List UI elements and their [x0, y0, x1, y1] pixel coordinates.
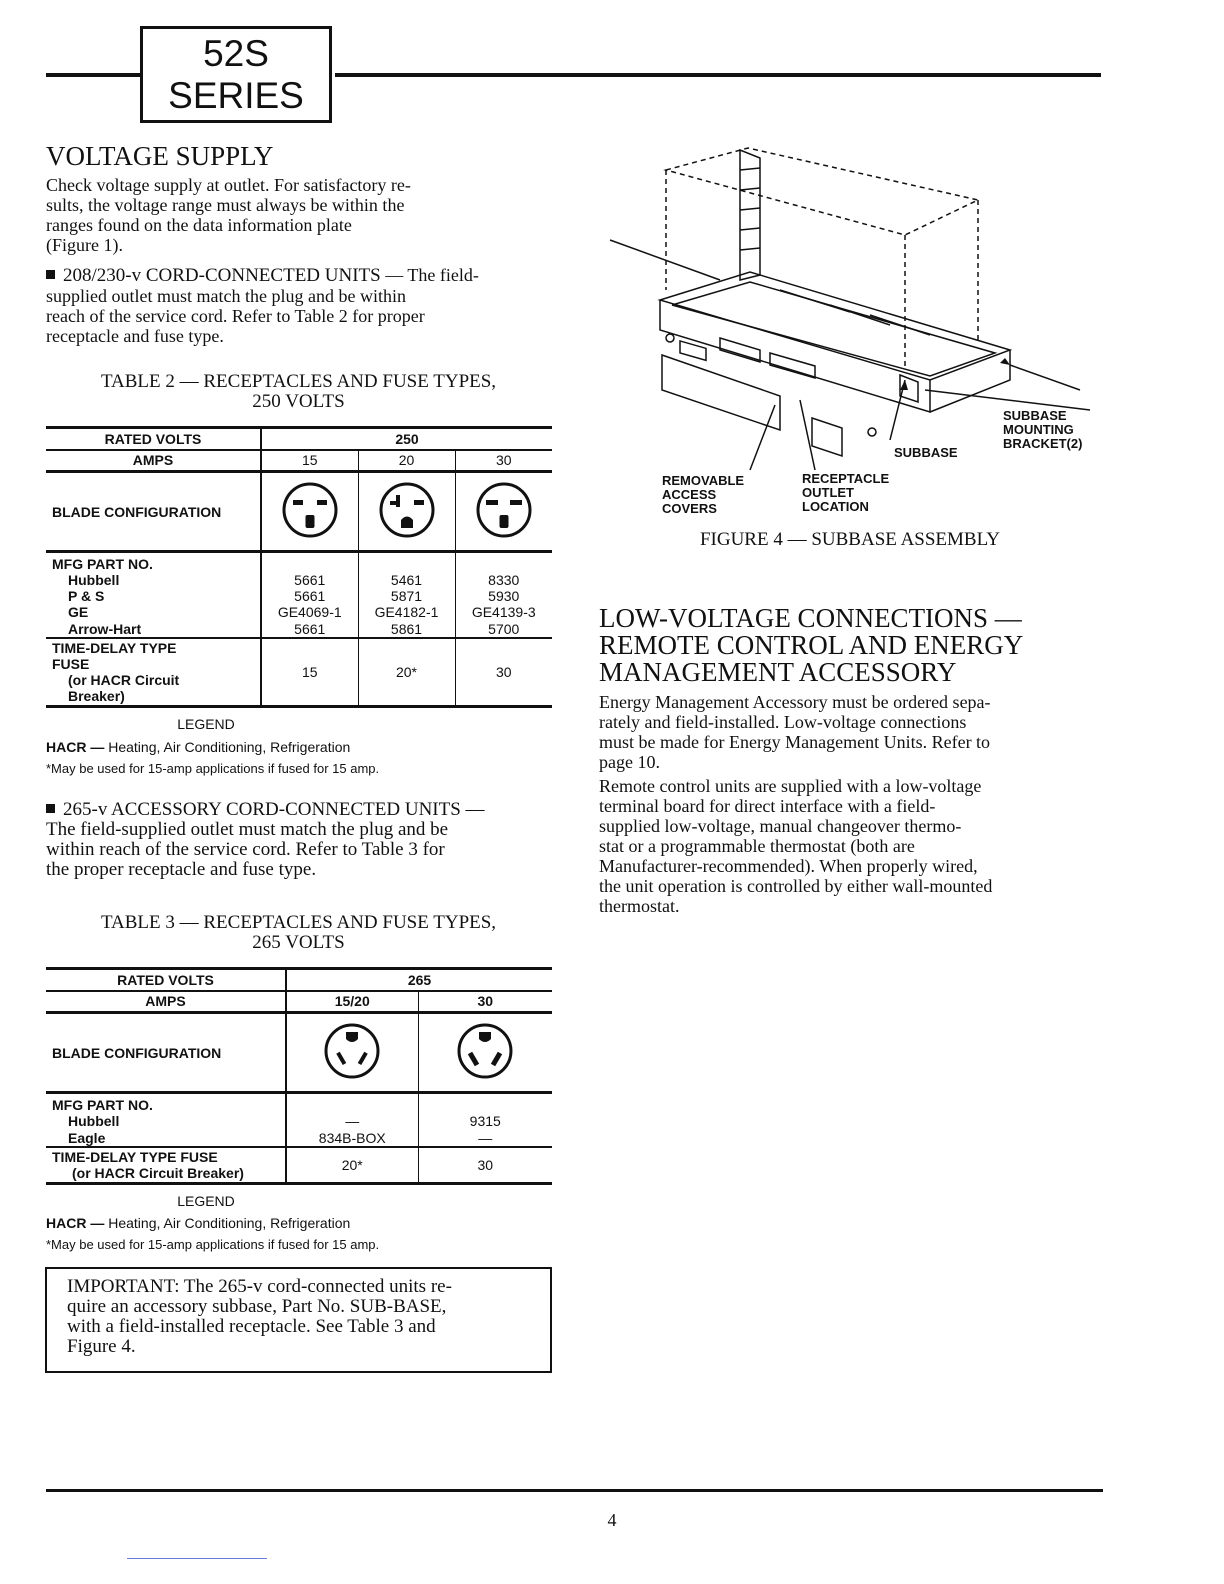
table2-mfg-name: P & S [68, 588, 105, 604]
table2-fuse-30: 30 [455, 638, 552, 706]
table2-blade-label: BLADE CONFIGURATION [52, 503, 222, 520]
table2-amps-20: 20 [358, 450, 455, 472]
low-voltage-para1: Energy Management Accessory must be ordered sepa- rately and field-installed. Low-voltage connections must be made for Energy Management Units. Refer to page 10. [599, 692, 991, 772]
bullet-square-icon [46, 804, 55, 813]
table3-amps-label: AMPS [145, 993, 186, 1010]
table2-footnote: *May be used for 15-amp applications if fused for 15 amp. [46, 761, 380, 776]
table3-legend-hacr: HACR — Heating, Air Conditioning, Refrigeration [46, 1215, 351, 1231]
low-voltage-para2: Remote control units are supplied with a low-voltage terminal board for direct interface with a field- supplied low-voltage, manual changeover thermo- stat or a programmable thermostat (both are Manufacturer-recommended). When properly wired, the unit operation is controlled by either wall-mounted thermostat. [599, 776, 993, 916]
table2-mfg-name: GE [68, 604, 89, 620]
label-removable-access-covers: REMOVABLE ACCESS COVERS [662, 473, 745, 516]
table3-fuse-label: TIME-DELAY TYPE FUSE (or HACR Circuit Breaker) [52, 1148, 244, 1181]
table3-amps-30: 30 [418, 991, 552, 1013]
table2-amps-30: 30 [455, 450, 552, 472]
table3-amps-15-20: 15/20 [286, 991, 418, 1013]
table2-legend-title: LEGEND [177, 716, 235, 732]
voltage-supply-section [46, 142, 556, 346]
table3-rated-volts-value: 265 [286, 969, 552, 991]
blade-20a-250v-icon [377, 480, 437, 540]
voltage-supply-heading: VOLTAGE SUPPLY [46, 141, 274, 171]
table3: RATED VOLTS 265 AMPS 15/20 30 BLADE CONFIGURATION MFG PART NO. Hubbell — 9315 Eagle 834B-BOX — TIME-DELAY TYPE FUSE (or HACR Circuit Breaker) 20* 30 [46, 967, 552, 1185]
table2-rated-volts-label: RATED VOLTS [104, 430, 202, 447]
header-rule-left [46, 73, 142, 77]
blade-15a-250v-icon [280, 480, 340, 540]
voltage-supply-intro: Check voltage supply at outlet. For satisfactory re- sults, the voltage range must always be within the ranges found on the data information plate (Figure 1). [46, 175, 411, 255]
table2-fuse-label: TIME-DELAY TYPE FUSE (or HACR Circuit Breaker) [52, 639, 180, 704]
series-label: SERIES [168, 75, 304, 116]
label-receptacle-outlet-location: RECEPTACLE OUTLET LOCATION [802, 471, 890, 514]
low-voltage-section [599, 605, 1104, 916]
table3-fuse-15-20: 20* [286, 1147, 418, 1183]
table3-mfg-name: Eagle [68, 1129, 106, 1146]
table2-amps-15: 15 [261, 450, 358, 472]
footer-rule [46, 1489, 1103, 1492]
table3-rated-volts-label: RATED VOLTS [117, 971, 214, 988]
table3-mfg-label: MFG PART NO. [52, 1097, 153, 1113]
table2: RATED VOLTS 250 AMPS 15 20 30 BLADE CONFIGURATION MFG PART NO. Hubbell 5661 5461 8330 P & S 5661 5871 5930 GE GE4069-1 GE4182-1 GE4139-3 Arrow-Hart 5661 5861 5700 TIME-DELAY TYPE FUSE (or HACR Circuit Breaker) 15 20* 30 [46, 426, 552, 708]
important-box: IMPORTANT: The 265-v cord-connected units re- quire an accessory subbase, Part No. SUB-BASE, with a field-installed receptacle. See Table 3 and Figure 4. [45, 1267, 552, 1373]
blade-30a-265v-icon [455, 1021, 515, 1081]
figure4-caption: FIGURE 4 — SUBBASE ASSEMBLY [699, 529, 1001, 550]
table2-mfg-name: Arrow-Hart [68, 620, 142, 637]
blade-15-20a-265v-icon [322, 1021, 382, 1081]
table2-caption: TABLE 2 — RECEPTACLES AND FUSE TYPES, 250 VOLTS [100, 371, 497, 412]
table3-mfg-name: Hubbell [68, 1113, 120, 1129]
blade-30a-250v-icon [474, 480, 534, 540]
table3-fuse-30: 30 [418, 1147, 552, 1183]
header-rule-right [335, 73, 1101, 77]
series-model: 52S [203, 33, 269, 74]
table2-fuse-15: 15 [261, 638, 358, 706]
accessory-paragraph: The field-supplied outlet must match the plug and be within reach of the service cord. Refer to Table 3 for the proper receptacle and fuse type. [46, 819, 449, 880]
table2-amps-label: AMPS [132, 452, 174, 469]
table2-rated-volts-value: 250 [261, 428, 552, 450]
table2-legend-hacr: HACR — Heating, Air Conditioning, Refrigeration [46, 739, 351, 755]
cord-connected-paragraph: 208/230-v CORD-CONNECTED UNITS — The field- supplied outlet must match the plug and be within reach of the service cord. Refer to Table 2 for proper receptacle and fuse type. [46, 265, 479, 346]
table2-fuse-20: 20* [358, 638, 455, 706]
page-number: 4 [607, 1510, 617, 1530]
series-box [140, 26, 332, 123]
table2-mfg-name: Hubbell [68, 572, 120, 588]
table3-legend-title: LEGEND [177, 1193, 235, 1209]
table3-blade-label: BLADE CONFIGURATION [52, 1044, 222, 1061]
label-subbase: SUBBASE [894, 445, 958, 460]
table2-mfg-label: MFG PART NO. [52, 556, 153, 572]
label-subbase-mounting-bracket: SUBBASE MOUNTING BRACKET(2) [1003, 408, 1083, 451]
bullet-square-icon [46, 270, 55, 279]
accessory-title: 265-v ACCESSORY CORD-CONNECTED UNITS — [63, 799, 485, 820]
accessory-section [46, 799, 556, 880]
table3-caption: TABLE 3 — RECEPTACLES AND FUSE TYPES, 265 VOLTS [100, 912, 497, 953]
table3-footnote: *May be used for 15-amp applications if fused for 15 amp. [46, 1237, 380, 1252]
low-voltage-heading: LOW-VOLTAGE CONNECTIONS — REMOTE CONTROL AND ENERGY MANAGEMENT ACCESSORY [599, 603, 1024, 687]
decorative-underline [127, 1558, 267, 1559]
